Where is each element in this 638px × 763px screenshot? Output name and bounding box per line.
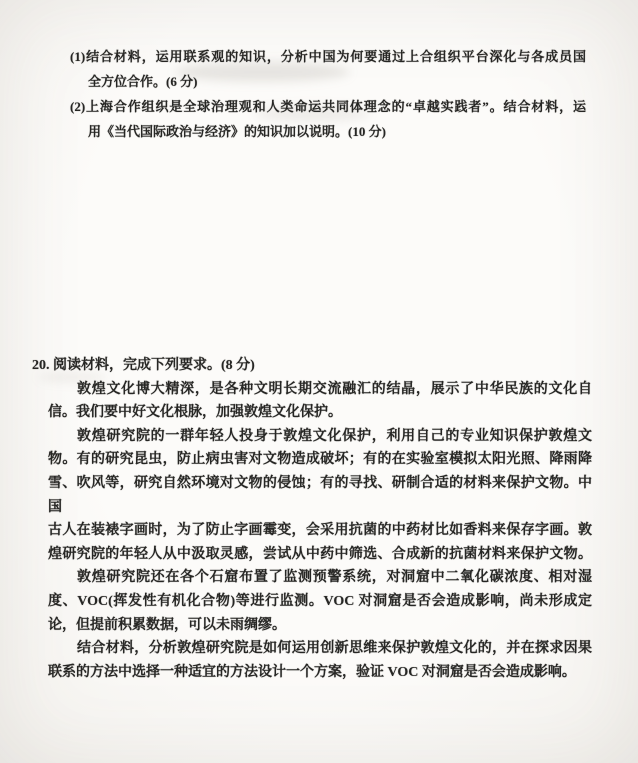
q20-heading: 20. 阅读材料，完成下列要求。(8 分) bbox=[32, 358, 255, 373]
q19-sub2-line2: 用《当代国际政治与经济》的知识加以说明。(10 分) bbox=[88, 124, 386, 139]
q20-material-line: 敦煌研究院还在各个石窟布置了监测预警系统，对洞窟中二氧化碳浓度、相对湿 bbox=[77, 570, 592, 586]
q20-material-line: 信。我们要中好文化根脉，加强敦煌文化保护。 bbox=[48, 405, 342, 421]
q20-material-line: 煌研究院的年轻人从中汲取灵感，尝试从中药中筛选、合成新的抗菌材料来保护文物。 bbox=[48, 546, 592, 562]
q20-task-line: 结合材料，分析敦煌研究院是如何运用创新思维来保护敦煌文化的，并在探求因果 bbox=[77, 641, 592, 657]
question-19-subquestions bbox=[70, 44, 586, 144]
q19-sub1-line2: 全方位合作。(6 分) bbox=[88, 74, 198, 89]
q20-material-line: 古人在装裱字画时，为了防止字画霉变，会采用抗菌的中药材比如香料来保存字画。敦 bbox=[48, 523, 592, 539]
q20-material-line: 物。有的研究昆虫，防止病虫害对文物造成破坏；有的在实验室模拟太阳光照、降雨降 bbox=[48, 452, 592, 468]
q20-material-line: 雪、吹风等，研究自然环境对文物的侵蚀；有的寻找、研制合适的材料来保护文物。中国 bbox=[48, 475, 592, 515]
question-20 bbox=[32, 354, 592, 684]
q20-material-line: 论，但提前积累数据，可以未雨绸缪。 bbox=[48, 617, 286, 633]
q20-material-line: 敦煌研究院的一群年轻人投身于敦煌文化保护，利用自己的专业知识保护敦煌文 bbox=[77, 428, 592, 444]
q19-sub1-line1: (1)结合材料，运用联系观的知识，分析中国为何要通过上合组织平台深化与各成员国 bbox=[70, 49, 586, 64]
q19-sub2-line1: (2)上海合作组织是全球治理观和人类命运共同体理念的“卓越实践者”。结合材料，运 bbox=[70, 99, 586, 114]
q20-task-line: 联系的方法中选择一种适宜的方法设计一个方案，验证 VOC 对洞窟是否会造成影响。 bbox=[48, 664, 576, 680]
q20-material-line: 度、VOC(挥发性有机化合物)等进行监测。VOC 对洞窟是否会造成影响，尚未形成定 bbox=[48, 593, 592, 609]
q20-material-line: 敦煌文化博大精深，是各种文明长期交流融汇的结晶，展示了中华民族的文化自 bbox=[77, 381, 592, 397]
